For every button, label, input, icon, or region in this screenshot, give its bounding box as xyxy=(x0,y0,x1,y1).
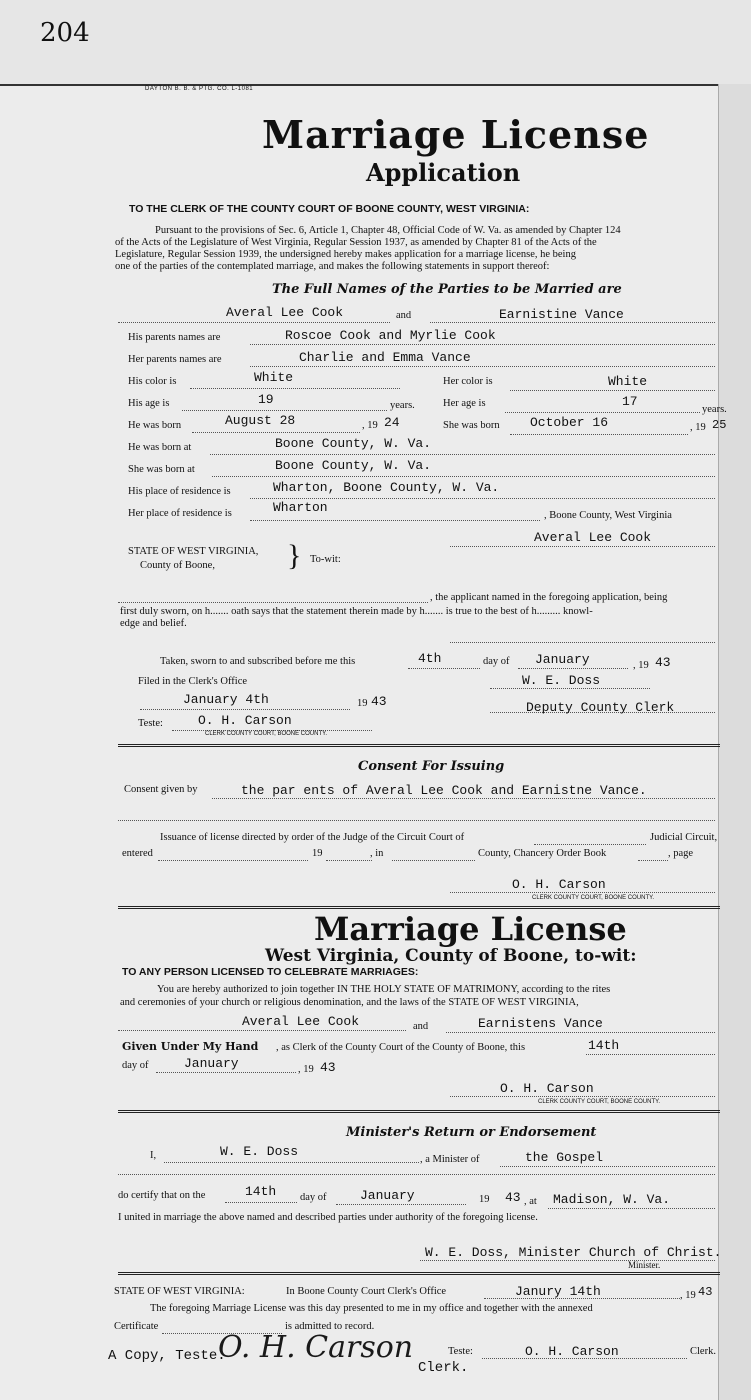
she-born-at-value: Boone County, W. Va. xyxy=(275,458,432,473)
presented-line: The foregoing Marriage License was this day presented to me in my office and together with the annexed xyxy=(150,1303,593,1314)
oath-line-2: first duly sworn, on h....... oath says that the statement therein made by h....... is true to the best of h......... knowl- xyxy=(120,606,593,617)
filed-label: Filed in the Clerk's Office xyxy=(138,676,248,687)
his-parents-value: Roscoe Cook and Myrlie Cook xyxy=(285,328,496,343)
license-month: January xyxy=(184,1056,239,1071)
record-year-prefix: , 19 xyxy=(680,1290,696,1301)
clerk-text: , as Clerk of the County Court of the County of Boone, this xyxy=(276,1042,526,1053)
oath-line-3: edge and belief. xyxy=(120,618,187,629)
license-groom-name: Averal Lee Cook xyxy=(242,1014,360,1029)
boone-county-wv: , Boone County, West Virginia xyxy=(544,510,672,521)
oath-line-1: , the applicant named in the foregoing application, being xyxy=(430,592,668,603)
and-label: and xyxy=(396,310,412,321)
return-heading: Minister's Return or Endorsement xyxy=(346,1125,597,1140)
minister-signature: W. E. Doss, Minister Church of Christ. xyxy=(425,1245,722,1260)
she-born-year: 25 xyxy=(712,418,727,432)
copy-teste-label: A Copy, Teste: xyxy=(108,1348,226,1364)
entered-year-prefix: 19 xyxy=(312,848,323,859)
top-margin-strip xyxy=(0,0,751,86)
license-bride-name: Earnistens Vance xyxy=(478,1016,603,1031)
application-subtitle: Application xyxy=(366,158,521,187)
minister-caption: Minister. xyxy=(628,1260,661,1270)
return-day: 14th xyxy=(245,1184,277,1199)
sworn-day-of: day of xyxy=(483,656,510,667)
minister-of: , a Minister of xyxy=(420,1154,480,1165)
to-clerk-heading: TO THE CLERK OF THE COUNTY COURT OF BOONE COUNTY, WEST VIRGINIA: xyxy=(129,203,530,215)
marriage-place: Madison, W. Va. xyxy=(553,1192,671,1207)
record-year: 43 xyxy=(698,1285,713,1299)
he-born-year: 24 xyxy=(384,415,400,430)
admitted-text: is admitted to record. xyxy=(285,1321,375,1332)
section-divider xyxy=(118,1110,720,1113)
her-parents-label: Her parents names are xyxy=(128,354,222,365)
copy-clerk-word: Clerk. xyxy=(418,1360,469,1376)
statute-line: Pursuant to the provisions of Sec. 6, Article 1, Chapter 48, Official Code of W. Va. as amended by Chapter 124 xyxy=(155,225,621,236)
his-parents-label: His parents names are xyxy=(128,332,221,343)
copy-signature: O. H. Carson xyxy=(218,1330,414,1365)
authorized-line-1: You are hereby authorized to join together IN THE HOLY STATE OF MATRIMONY, according to the rites xyxy=(157,984,611,995)
her-color-value: White xyxy=(608,374,648,389)
groom-name: Averal Lee Cook xyxy=(226,305,344,320)
license-clerk-name: O. H. Carson xyxy=(500,1081,594,1096)
return-day-of: day of xyxy=(300,1192,327,1203)
entered-label: entered xyxy=(122,848,153,859)
consent-given-value: the par ents of Averal Lee Cook and Earnistne Vance. xyxy=(241,783,647,798)
license-subtitle: West Virginia, County of Boone, to-wit: xyxy=(265,946,637,966)
license-year-prefix: , 19 xyxy=(298,1064,314,1075)
binding-edge xyxy=(718,84,751,1400)
teste-name: O. H. Carson xyxy=(198,713,292,728)
certificate-label: Certificate xyxy=(114,1321,159,1332)
section-divider xyxy=(118,744,720,747)
she-born-at-label: She was born at xyxy=(128,464,195,475)
her-color-label: Her color is xyxy=(443,376,493,387)
applicant-signature: Averal Lee Cook xyxy=(534,530,652,545)
she-born-date: October 16 xyxy=(530,415,609,430)
teste-label: Teste: xyxy=(138,718,163,729)
his-color-value: White xyxy=(254,370,294,385)
filed-year-prefix: 19 xyxy=(357,698,368,709)
to-wit-label: To-wit: xyxy=(310,554,341,565)
deputy-name: W. E. Doss xyxy=(522,673,601,688)
record-state-label: STATE OF WEST VIRGINIA: xyxy=(114,1286,245,1297)
section-divider xyxy=(118,1272,720,1275)
state-line: STATE OF WEST VIRGINIA, xyxy=(128,546,259,557)
consent-heading: Consent For Issuing xyxy=(358,759,505,774)
sworn-label: Taken, sworn to and subscribed before me this xyxy=(160,656,356,667)
he-born-year-prefix: , 19 xyxy=(362,420,378,431)
her-residence-label: Her place of residence is xyxy=(128,508,232,519)
statute-line: one of the parties of the contemplated marriage, and makes the following statements in support thereof: xyxy=(115,261,550,272)
license-clerk-caption: CLERK COUNTY COURT, BOONE COUNTY. xyxy=(538,1099,661,1105)
license-and: and xyxy=(413,1021,429,1032)
his-age-label: His age is xyxy=(128,398,170,409)
she-born-label: She was born xyxy=(443,420,500,431)
license-day: 14th xyxy=(588,1038,620,1053)
minister-name: W. E. Doss xyxy=(220,1144,299,1159)
certify-label: do certify that on the xyxy=(118,1190,206,1201)
application-title: Marriage License xyxy=(262,112,650,157)
return-year: 43 xyxy=(505,1190,521,1205)
her-residence-value: Wharton xyxy=(273,500,328,515)
return-year-prefix: 19 xyxy=(479,1194,490,1205)
county-line: County of Boone, xyxy=(140,560,215,571)
sworn-year: 43 xyxy=(655,655,671,670)
license-day-of: day of xyxy=(122,1060,149,1071)
sworn-month: January xyxy=(535,652,590,667)
record-teste-label: Teste: xyxy=(448,1346,473,1357)
he-born-at-value: Boone County, W. Va. xyxy=(275,436,432,451)
his-residence-value: Wharton, Boone County, W. Va. xyxy=(273,480,500,495)
bride-name: Earnistine Vance xyxy=(499,307,624,322)
return-month: January xyxy=(360,1188,415,1203)
his-years: years. xyxy=(390,400,415,411)
he-born-date: August 28 xyxy=(225,413,296,428)
page-label: , page xyxy=(668,848,694,859)
united-line: I united in marriage the above named and described parties under authority of the foregoing license. xyxy=(118,1212,538,1223)
her-parents-value: Charlie and Emma Vance xyxy=(299,350,471,365)
her-age-value: 17 xyxy=(622,394,638,409)
page-number: 204 xyxy=(40,18,90,48)
license-title: Marriage License xyxy=(314,910,627,948)
full-names-heading: The Full Names of the Parties to be Married are xyxy=(272,282,622,297)
judicial-circuit: Judicial Circuit, xyxy=(650,832,718,843)
her-age-label: Her age is xyxy=(443,398,486,409)
issuance-line: Issuance of license directed by order of the Judge of the Circuit Court of xyxy=(160,832,465,843)
section-divider xyxy=(118,906,720,909)
license-year: 43 xyxy=(320,1060,336,1075)
consent-clerk-name: O. H. Carson xyxy=(512,877,606,892)
statute-line: Legislature, Regular Session 1939, the undersigned hereby makes application for a marriage license, he being xyxy=(115,249,576,260)
given-under-label: Given Under My Hand xyxy=(122,1040,259,1053)
she-born-year-prefix: , 19 xyxy=(690,422,706,433)
sworn-year-prefix: , 19 xyxy=(633,660,649,671)
filed-year: 43 xyxy=(371,694,387,709)
record-teste-name: O. H. Carson xyxy=(525,1344,619,1359)
return-at: , at xyxy=(524,1196,537,1207)
statute-line: of the Acts of the Legislature of West Virginia, Regular Session 1937, as amended by Chapter 81 of the Acts of the xyxy=(115,237,597,248)
authorized-line-2: and ceremonies of your church or religious denomination, and the laws of the STATE OF WEST VIRGINIA, xyxy=(120,997,579,1008)
his-residence-label: His place of residence is xyxy=(128,486,231,497)
return-i-label: I, xyxy=(150,1150,157,1161)
entered-in: , in xyxy=(370,848,384,859)
statute-paragraph xyxy=(115,225,715,273)
county-order-book: County, Chancery Order Book xyxy=(478,848,607,859)
his-color-label: His color is xyxy=(128,376,177,387)
he-born-at-label: He was born at xyxy=(128,442,192,453)
record-date: Janury 14th xyxy=(515,1284,601,1299)
her-years: years. xyxy=(702,404,727,415)
record-office-text: In Boone County Court Clerk's Office xyxy=(286,1286,447,1297)
filed-date: January 4th xyxy=(183,692,269,707)
his-age-value: 19 xyxy=(258,392,274,407)
to-persons-heading: TO ANY PERSON LICENSED TO CELEBRATE MARRIAGES: xyxy=(122,966,419,978)
teste-caption: CLERK COUNTY COURT, BOONE COUNTY. xyxy=(205,731,328,737)
brace: } xyxy=(287,539,302,572)
record-clerk-end: Clerk. xyxy=(690,1346,716,1357)
consent-given-label: Consent given by xyxy=(124,784,198,795)
printer-imprint: DAYTON B. B. & PTG. CO. L-1081 xyxy=(145,86,254,92)
he-born-label: He was born xyxy=(128,420,182,431)
church-name: the Gospel xyxy=(525,1150,604,1165)
deputy-title: Deputy County Clerk xyxy=(526,700,675,715)
sworn-day: 4th xyxy=(418,651,442,666)
consent-clerk-caption: CLERK COUNTY COURT, BOONE COUNTY. xyxy=(532,895,655,901)
